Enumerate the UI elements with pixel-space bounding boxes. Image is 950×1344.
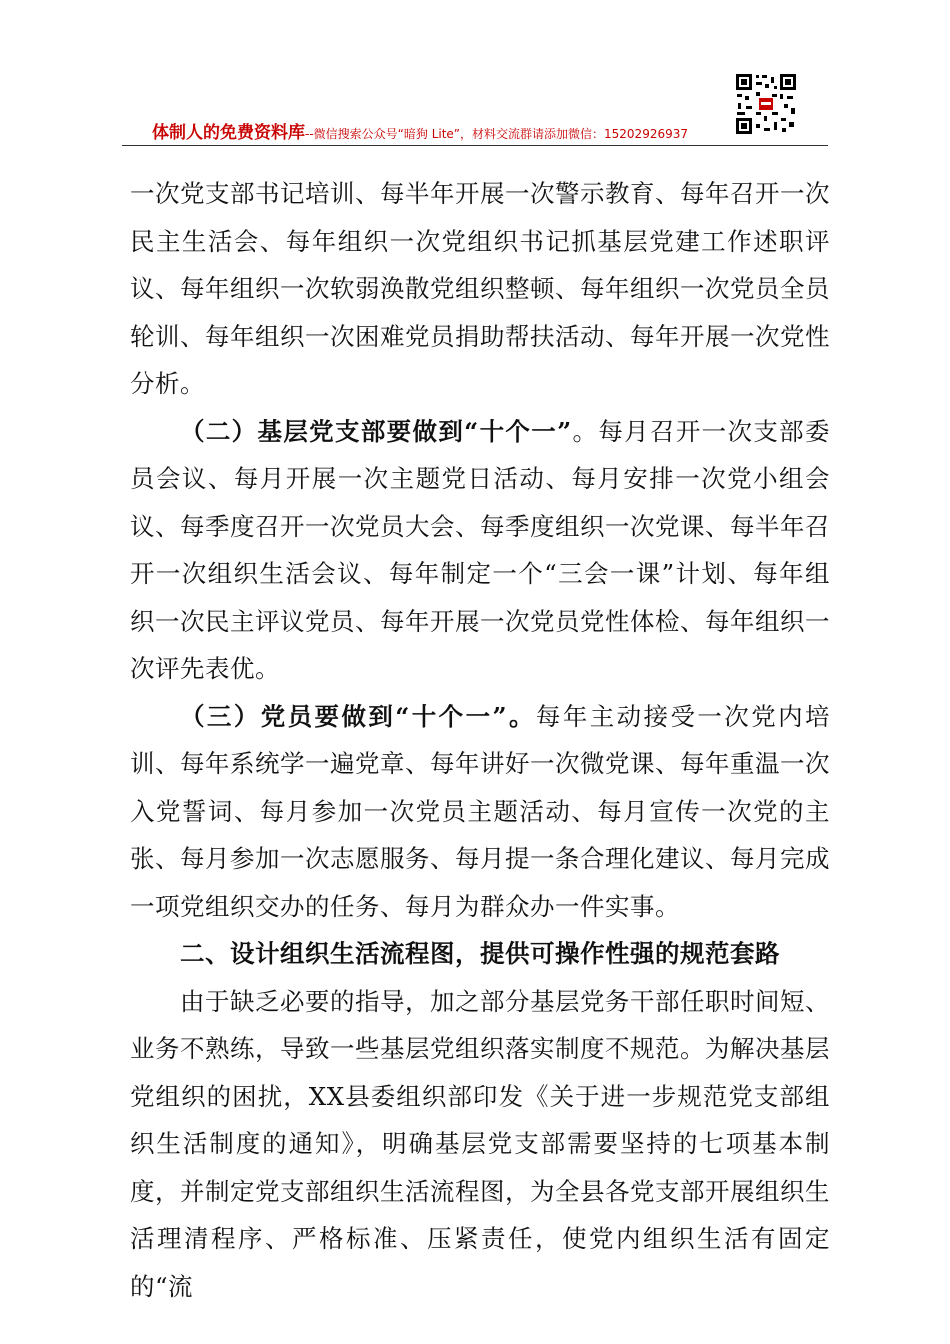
qr-code-icon [734,72,798,136]
header-brand: 体制人的免费资料库 [152,123,305,143]
paragraph-3-heading: （三）党员要做到“十个一”。 [180,701,536,731]
page-header [122,118,802,148]
paragraph-3 [130,693,830,931]
paragraph-2-heading: （二）基层党支部要做到“十个一” [180,416,572,446]
paragraph-3-text: 每年主动接受一次党内培训、每年系统学一遍党章、每年讲好一次微党课、每年重温一次入党誓词、每月参加一次党员主题活动、每月宣传一次党的主张、每月参加一次志愿服务、每月提一条合理化建议、每月完成一项党组织交办的任务、每月为群众办一件实事。 [130,701,831,921]
paragraph-1 [130,170,830,408]
section-heading [130,930,830,978]
paragraph-5-text: 由于缺乏必要的指导，加之部分基层党务干部任职时间短、业务不熟练，导致一些基层党组织落实制度不规范。为解决基层党组织的困扰，XX县委组织部印发《关于进一步规范党支部组织生活制度的通知》，明确基层党支部需要坚持的七项基本制度，并制定党支部组织生活流程图，为全县各党支部开展组织生活理清程序、严格标准、压紧责任，使党内组织生活有固定的“流 [130,986,830,1301]
paragraph-2 [130,408,830,693]
section-heading-text: 二、设计组织生活流程图，提供可操作性强的规范套路 [180,939,780,968]
paragraph-5 [130,978,830,1311]
document-body [130,170,830,1310]
paragraph-1-text: 一次党支部书记培训、每半年开展一次警示教育、每年召开一次民主生活会、每年组织一次党组织书记抓基层党建工作述职评议、每年组织一次软弱涣散党组织整顿、每年组织一次党员全员轮训、每年组织一次困难党员捐助帮扶活动、每年开展一次党性分析。 [130,179,830,398]
paragraph-2-text: 。每月召开一次支部委员会议、每月开展一次主题党日活动、每月安排一次党小组会议、每季度召开一次党员大会、每季度组织一次党课、每半年召开一次组织生活会议、每年制定一个“三会一课”计划、每年组织一次民主评议党员、每年开展一次党员党性体检、每年组织一次评先表优。 [130,416,830,683]
header-divider [122,145,828,146]
header-note: --微信搜索公众号“暗狗 Lite”，材料交流群请添加微信：15202926937 [305,127,688,141]
